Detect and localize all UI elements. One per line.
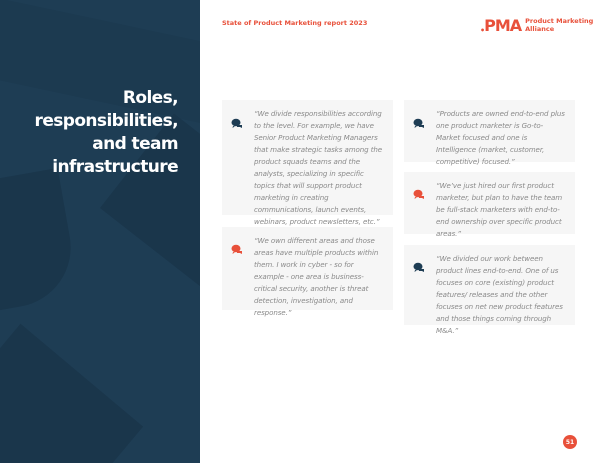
quote-card xyxy=(404,100,575,166)
logo-text xyxy=(525,18,593,33)
quote-text: “Products are owned end-to-end plus one product marketer is Go-to-Market focused and one is Intelligence (market, customer, competitive) focused.” xyxy=(436,109,565,166)
quote-text: “We own different areas and those areas have multiple products within them. I work in cyber - so for example - one area is business-critical security, another is threat detection, investigation, and response.” xyxy=(254,236,379,317)
speech-bubbles-icon xyxy=(231,118,243,129)
quote-text: “We divide responsibilities according to the level. For example, we have Senior Product Marketing Managers that make strategic tasks among the product squads teams and the analysts, specializing in specific topics that will support product marketing in creating communications, launch events, webinars, product newsletters, etc.” xyxy=(254,109,383,226)
quote-card xyxy=(404,172,575,238)
speech-bubbles-icon xyxy=(413,118,425,129)
quote-card xyxy=(222,227,393,317)
pma-logo xyxy=(480,16,593,35)
section-title xyxy=(0,87,178,179)
quote-text: “We’ve just hired our first product marketer, but plan to have the team be full-stack marketers with end-to-end ownership over specific product areas.” xyxy=(436,181,563,238)
left-panel xyxy=(0,0,200,463)
quote-card xyxy=(222,100,393,226)
section-title-line: responsibilities, xyxy=(34,111,178,131)
speech-bubbles-icon xyxy=(413,262,425,273)
decorative-shape xyxy=(0,324,143,463)
logo-mark xyxy=(480,16,521,35)
quote-card xyxy=(404,245,575,335)
decorative-shape xyxy=(0,168,80,322)
quote-text: “We divided our work between product lines end-to-end. One of us focuses on core (existing) product features/ releases and the other focuses on net new product features and those things coming through M&A.” xyxy=(436,254,563,335)
logo-text-line: Product Marketing xyxy=(525,17,594,25)
section-title-line: and team xyxy=(92,134,178,154)
speech-bubbles-icon xyxy=(231,244,243,255)
section-title-line: Roles, xyxy=(122,88,178,108)
speech-bubbles-icon xyxy=(413,189,425,200)
page-number: 51 xyxy=(563,435,577,449)
logo-dot-icon: • xyxy=(480,26,485,35)
report-title: State of Product Marketing report 2023 xyxy=(222,19,368,27)
logo-mark-text: PMA xyxy=(484,16,522,35)
section-title-line: infrastructure xyxy=(52,157,178,177)
logo-text-line: Alliance xyxy=(525,24,555,33)
